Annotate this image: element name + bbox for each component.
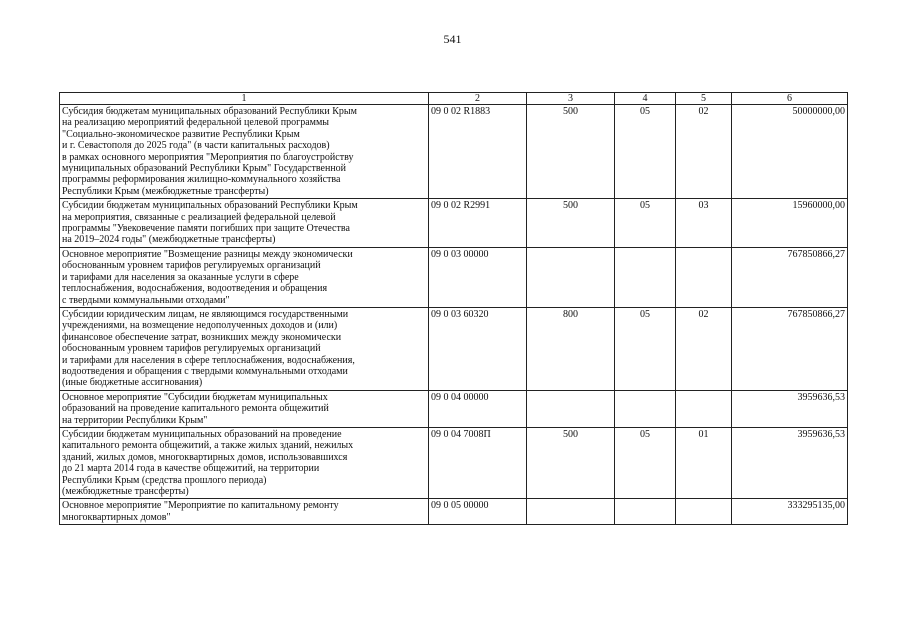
row-amount: 3959636,53: [732, 390, 848, 427]
table-row: [60, 499, 848, 525]
row-col5: 02: [676, 307, 732, 390]
row-code: 09 0 04 00000: [429, 390, 527, 427]
row-amount: 50000000,00: [732, 105, 848, 199]
table-row: [60, 307, 848, 390]
row-amount: 767850866,27: [732, 307, 848, 390]
row-col3: [527, 499, 615, 525]
row-col5: 02: [676, 105, 732, 199]
row-col4: 05: [615, 307, 676, 390]
row-col5: [676, 499, 732, 525]
budget-table: [59, 92, 848, 525]
table-row: [60, 247, 848, 307]
row-description: Субсидии юридическим лицам, не являющимся государственными учреждениями, на возмещение недополученных доходов и (или) финансовое обеспечение затрат, возникших между экономически обоснованным уровнем тарифов регулируемых организаций и тарифами для населения в сфере теплоснабжения, водоснабжения, водоотведения и обращения с твердыми коммунальными отходами (иные бюджетные ассигнования): [60, 307, 429, 390]
row-col4: [615, 247, 676, 307]
table-row: [60, 390, 848, 427]
row-col3: [527, 390, 615, 427]
row-description: Основное мероприятие "Мероприятие по капитальному ремонту многоквартирных домов": [60, 499, 429, 525]
row-col3: 800: [527, 307, 615, 390]
row-description: Субсидия бюджетам муниципальных образований Республики Крым на реализацию мероприятий федеральной целевой программы "Социально-экономическое развитие Республики Крым и г. Севастополя до 2025 года" (в части капитальных расходов) в рамках основного мероприятия "Мероприятия по благоустройству муниципальных образований Республики Крым" Государственной программы реформирования жилищно-коммунального хозяйства Республики Крым (межбюджетные трансферты): [60, 105, 429, 199]
row-code: 09 0 03 60320: [429, 307, 527, 390]
column-header: 3: [527, 93, 615, 105]
row-col3: 500: [527, 199, 615, 248]
row-description: Субсидии бюджетам муниципальных образований на проведение капитального ремонта общежитий, а также жилых зданий, нежилых зданий, жилых домов, многоквартирных домов, использовавшихся до 21 марта 2014 года в качестве общежитий, на территории Республики Крым (средства прошлого периода) (межбюджетные трансферты): [60, 427, 429, 498]
table-row: [60, 427, 848, 498]
page-number: 541: [443, 32, 462, 46]
column-header: 5: [676, 93, 732, 105]
row-col4: [615, 390, 676, 427]
row-code: 09 0 02 R1883: [429, 105, 527, 199]
row-col3: 500: [527, 427, 615, 498]
row-amount: 767850866,27: [732, 247, 848, 307]
row-description: Субсидии бюджетам муниципальных образований Республики Крым на мероприятия, связанные с реализацией федеральной целевой программы "Увековечение памяти погибших при защите Отечества на 2019–2024 годы" (межбюджетные трансферты): [60, 199, 429, 248]
table-row: [60, 105, 848, 199]
row-col4: [615, 499, 676, 525]
header-row: [60, 93, 848, 105]
row-col4: 05: [615, 105, 676, 199]
row-col3: [527, 247, 615, 307]
row-col5: 03: [676, 199, 732, 248]
row-col5: [676, 247, 732, 307]
row-col4: 05: [615, 199, 676, 248]
row-amount: 333295135,00: [732, 499, 848, 525]
column-header: 4: [615, 93, 676, 105]
row-code: 09 0 03 00000: [429, 247, 527, 307]
table-row: [60, 199, 848, 248]
row-amount: 3959636,53: [732, 427, 848, 498]
row-col4: 05: [615, 427, 676, 498]
column-header: 2: [429, 93, 527, 105]
row-description: Основное мероприятие "Возмещение разницы между экономически обоснованным уровнем тарифов регулируемых организаций и тарифами для населения за оказанные услуги в сфере теплоснабжения, водоснабжения, водоотведения и обращения с твердыми коммунальными отходами": [60, 247, 429, 307]
row-col5: 01: [676, 427, 732, 498]
row-col3: 500: [527, 105, 615, 199]
row-amount: 15960000,00: [732, 199, 848, 248]
row-code: 09 0 02 R2991: [429, 199, 527, 248]
row-code: 09 0 05 00000: [429, 499, 527, 525]
column-header: 6: [732, 93, 848, 105]
row-description: Основное мероприятие "Субсидии бюджетам муниципальных образований на проведение капитального ремонта общежитий на территории Республики Крым": [60, 390, 429, 427]
row-col5: [676, 390, 732, 427]
row-code: 09 0 04 7008П: [429, 427, 527, 498]
column-header: 1: [60, 93, 429, 105]
